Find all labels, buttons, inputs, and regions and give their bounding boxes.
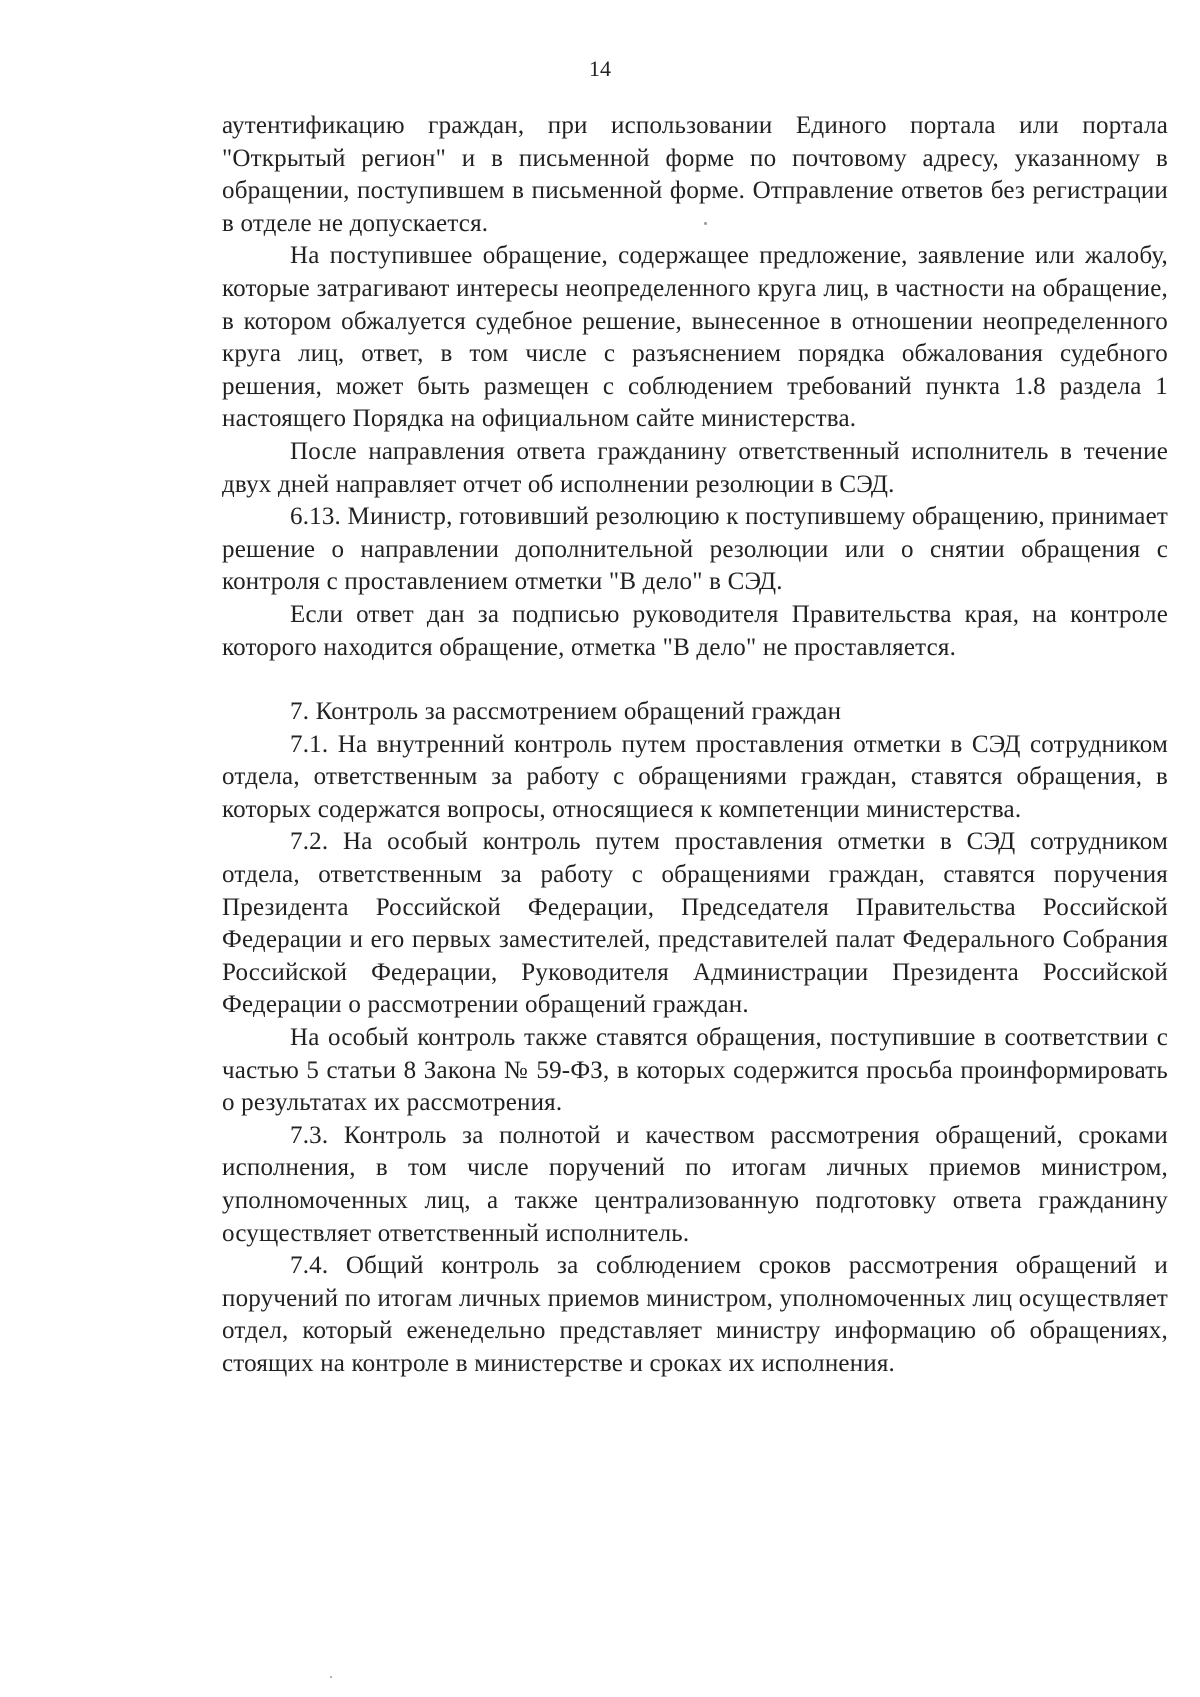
paragraph-report: После направления ответа гражданину ответственный исполнитель в течение двух дней направляет отчет об исполнении резолюции в СЭД. bbox=[222, 437, 1168, 498]
paragraph-6-13: 6.13. Министр, готовивший резолюцию к поступившему обращению, принимает решение о направлении дополнительной резолюции или о снятии обращения с контроля с проставлением отметки "В дело" в СЭД. bbox=[222, 503, 1168, 596]
paragraph-indefinite-circle: На поступившее обращение, содержащее предложение, заявление или жалобу, которые затрагивают интересы неопределенного круга лиц, в частности на обращение, в котором обжалуется судебное решение, вынесенное в отношении неопределенного круга лиц, ответ, в том числе с разъяснением порядка обжалования судебного решения, может быть размещен с соблюдением требований пункта 1.8 раздела 1 настоящего Порядка на официальном сайте министерства. bbox=[222, 242, 1168, 433]
paragraph-7-2: 7.2. На особый контроль путем проставления отметки в СЭД сотрудником отдела, ответственным за работу с обращениями граждан, ставятся поручения Президента Российской Федерации, Председателя Правительства Российской Федерации и его первых заместителей, представителей палат Федерального Собрания Российской Федерации, Руководителя Администрации Президента Российской Федерации о рассмотрении обращений граждан. bbox=[222, 828, 1168, 1019]
scan-speck bbox=[330, 1676, 332, 1678]
paragraph-continuation: аутентификацию граждан, при использовании Единого портала или портала "Открытый регион" и в письменной форме по почтовому адресу, указанному в обращении, поступившем в письменной форме. Отправление ответов без регистрации в отделе не допускается. bbox=[222, 112, 1168, 237]
page-body bbox=[222, 110, 1168, 1381]
paragraph-7-3: 7.3. Контроль за полнотой и качеством рассмотрения обращений, сроками исполнения, в том числе поручений по итогам личных приемов министром, уполномоченных лиц, а также централизованную подготовку ответа гражданину осуществляет ответственный исполнитель. bbox=[222, 1121, 1168, 1247]
paragraph-special-control: На особый контроль также ставятся обращения, поступившие в соответствии с частью 5 статьи 8 Закона № 59-ФЗ, в которых содержится просьба проинформировать о результатах их рассмотрения. bbox=[222, 1024, 1168, 1117]
paragraph-7-1: 7.1. На внутренний контроль путем проставления отметки в СЭД сотрудником отдела, ответственным за работу с обращениями граждан, ставятся обращения, в которых содержатся вопросы, относящиеся к компетенции министерства. bbox=[222, 730, 1168, 823]
paragraph-7-4: 7.4. Общий контроль за соблюдением сроков рассмотрения обращений и поручений по итогам личных приемов министром, уполномоченных лиц осуществляет отдел, который еженедельно представляет министру информацию об обращениях, стоящих на контроле в министерстве и сроках их исполнения. bbox=[222, 1252, 1168, 1377]
paragraph-signature: Если ответ дан за подписью руководителя Правительства края, на контроле которого находится обращение, отметка "В дело" не проставляется. bbox=[222, 600, 1168, 661]
scan-speck bbox=[704, 222, 707, 225]
section-heading-7: 7. Контроль за рассмотрением обращений граждан bbox=[290, 698, 842, 726]
page-number: 14 bbox=[589, 56, 611, 81]
